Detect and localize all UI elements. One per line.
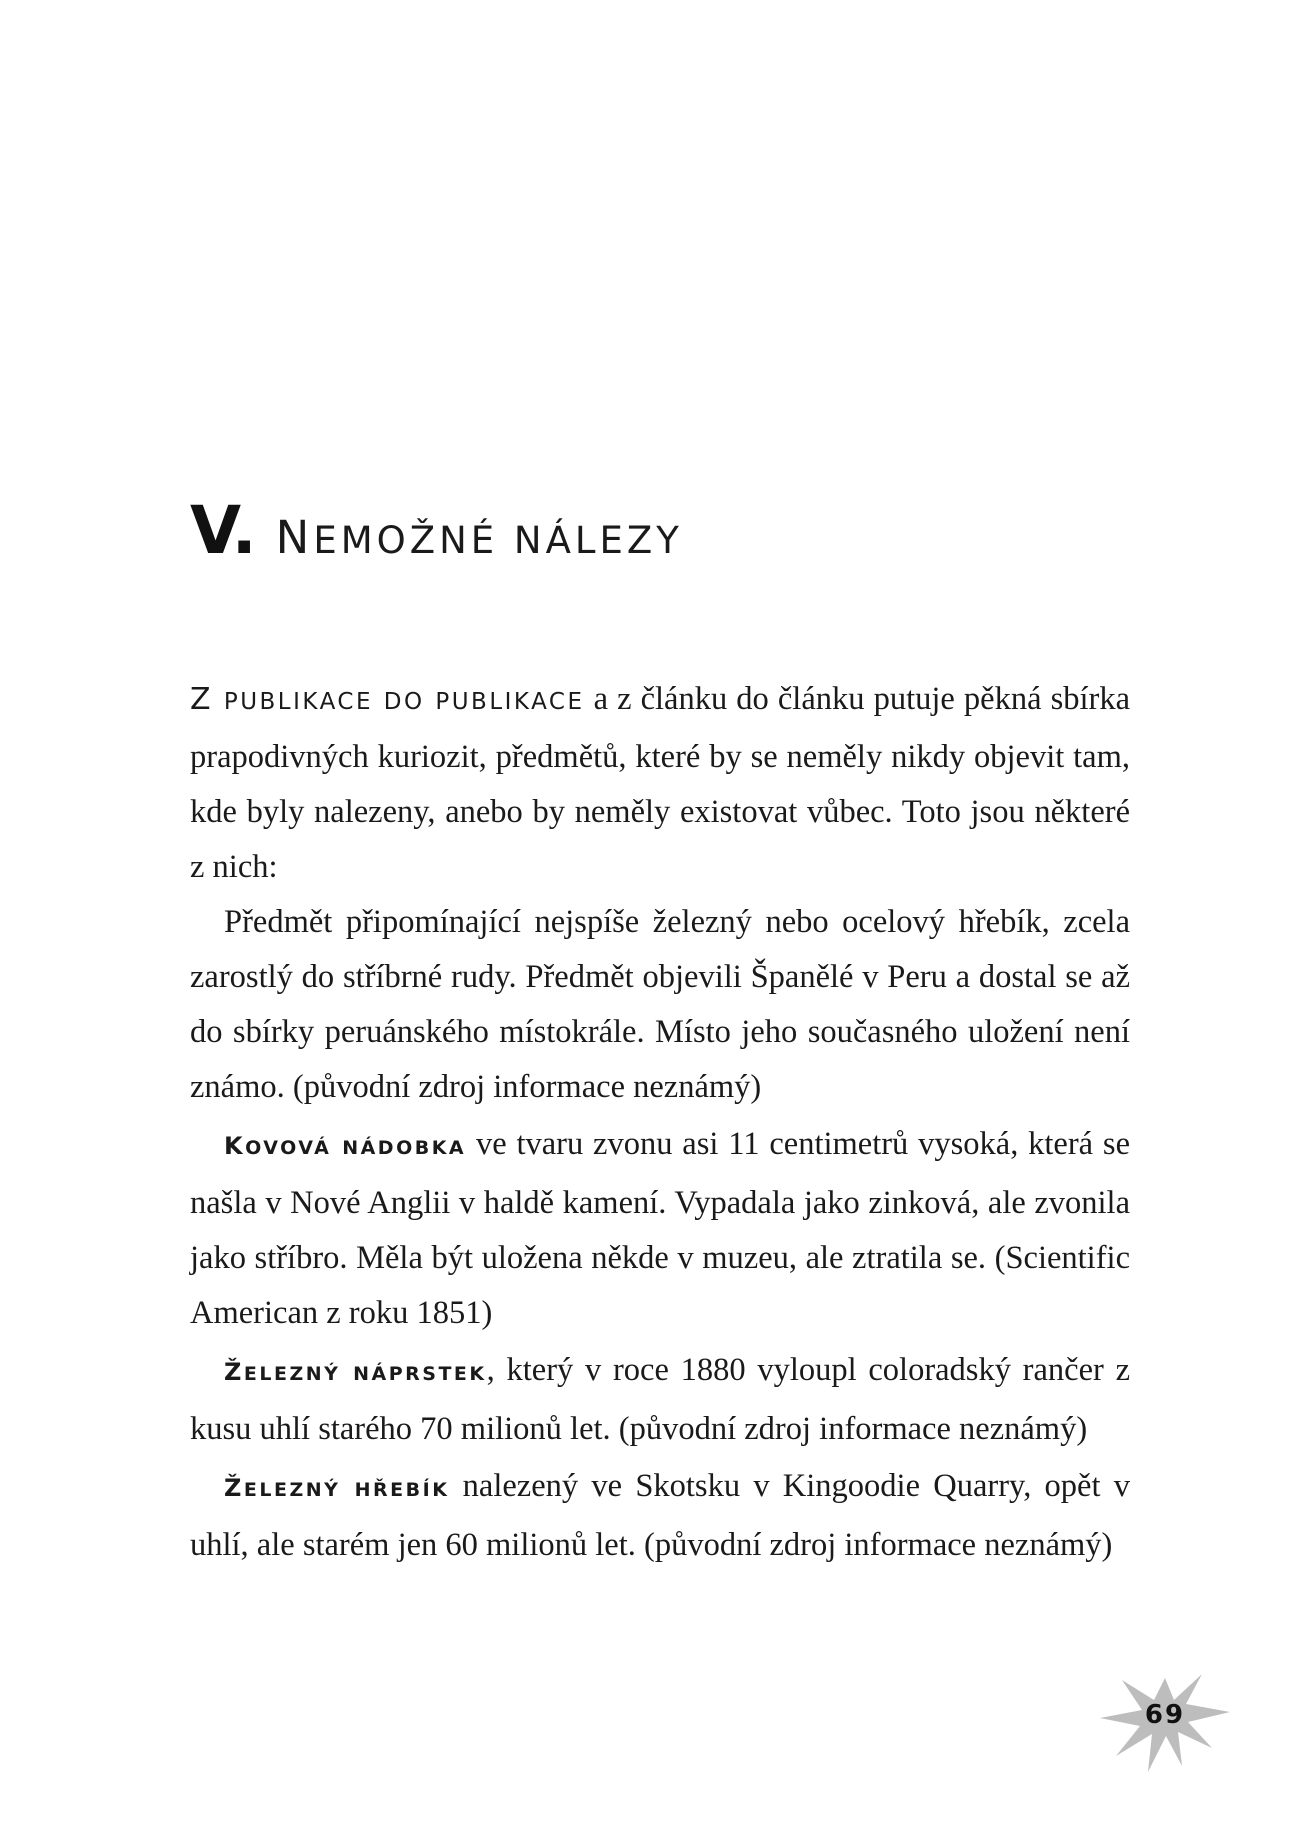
item-term xyxy=(224,1474,450,1502)
item-paragraph-iron-thimble xyxy=(190,1343,1130,1457)
item-paragraph-metal-vessel xyxy=(190,1117,1130,1341)
item-term-initial: Ž xyxy=(224,1474,244,1502)
item-term-rest: ELEZNÝ HŘEBÍK xyxy=(243,1479,450,1501)
item-term xyxy=(224,1132,467,1160)
intro-text: a z článku do článku putuje pěkná sbírka prapodivných kuriozit, předmětů, které by se neměly nikdy objevit tam, kde byly nalezeny, anebo by neměly existovat vůbec. Toto jsou některé z nich: xyxy=(190,681,1131,885)
paragraph-silver-ore-nail: Předmět připomínající nejspíše železný nebo ocelový hřebík, zcela zarostlý do stříbrné rudy. Předmět objevili Španělé v Peru a dostal se až do sbírky peruánského místokrále. Místo jeho současného uložení není známo. (původní zdroj informace neznámý) xyxy=(190,904,1130,1105)
chapter-title-rest: EMOŽNÉ NÁLEZY xyxy=(313,519,683,562)
chapter-title-initial: N xyxy=(275,511,314,564)
intro-paragraph xyxy=(190,672,1130,895)
item-term-rest: ELEZNÝ NÁPRSTEK xyxy=(243,1363,487,1385)
item-text: ve tvaru zvonu asi 11 centimetrů vysoká, která se našla v Nové Anglii v haldě kamení. Vypadala jako zinková, ale zvonila jako stříbro. Měla být uložena někde v muzeu, ale ztratila se. (Scientific American z roku 1851) xyxy=(190,1126,1131,1331)
item-term-initial: Ž xyxy=(224,1358,244,1386)
page-number-badge xyxy=(1090,1660,1240,1780)
chapter-title xyxy=(275,511,683,564)
intro-lead-caps xyxy=(190,682,585,717)
chapter-heading xyxy=(190,492,683,569)
item-paragraph-iron-nail xyxy=(190,1459,1130,1573)
body-text xyxy=(190,672,1130,1573)
item-term-initial: K xyxy=(224,1132,246,1160)
chapter-number: V. xyxy=(190,492,256,569)
item-term xyxy=(224,1358,487,1386)
item-text: nalezený ve Skotsku v Kingoodie Quarry, opět v uhlí, ale starém jen 60 milionů let. (původní zdroj informace neznámý) xyxy=(190,1468,1131,1563)
intro-lead-initial: Z xyxy=(190,682,214,717)
item-term-rest: OVOVÁ NÁDOBKA xyxy=(245,1137,467,1159)
page-number: 69 xyxy=(1144,1700,1186,1730)
intro-lead-rest: PUBLIKACE DO PUBLIKACE xyxy=(213,689,585,715)
item-text: , který v roce 1880 vyloupl coloradský rančer z kusu uhlí starého 70 milionů let. (původní zdroj informace neznámý) xyxy=(190,1352,1130,1447)
